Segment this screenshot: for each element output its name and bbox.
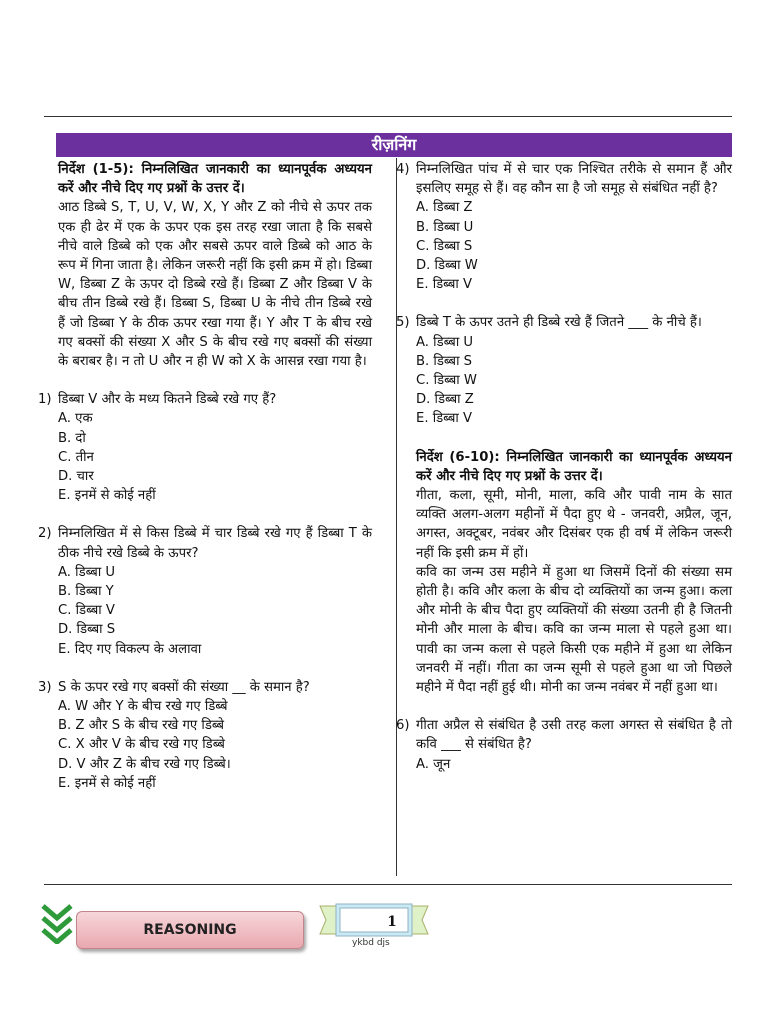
option: C. X और V के बीच रखे गए डिब्बे bbox=[58, 737, 225, 753]
question-number: 4) bbox=[396, 162, 410, 177]
option: D. चार bbox=[58, 469, 94, 485]
question-text: 5) डिब्बे T के ऊपर उतने ही डिब्बे रखे हैं जितने ___ के नीचे हैं। bbox=[416, 313, 732, 332]
option: A. डिब्बा Z bbox=[416, 200, 473, 216]
option: B. दो bbox=[58, 430, 86, 446]
option: E. इनमें से कोई नहीं bbox=[58, 775, 156, 791]
option: A. जून bbox=[416, 756, 451, 772]
option: E. डिब्बा V bbox=[416, 277, 472, 293]
options-list bbox=[416, 755, 732, 774]
option: C. तीन bbox=[58, 449, 94, 465]
question-6 bbox=[396, 716, 732, 774]
passage-6-10-part-2: कवि का जन्म उस महीने में हुआ था जिसमें दिनों की संख्या सम होती है। कवि और कला के बीच दो व्यक्तियों का जन्म हुआ। कला और मोनी के बीच पैदा हुए व्यक्तियों की संख्या उतनी ही है जितनी मोनी और माला के बीच। कवि का जन्म माला से पहले हुआ था। पावी का जन्म कला से पहले किसी एक महीने में हुआ था लेकिन जनवरी में नहीं। गीता का जन्म सूमी से पहले हुआ था जो पिछले महीने में पैदा नहीं हुई थी। मोनी का जन्म नवंबर में नहीं हुआ था। bbox=[416, 564, 732, 696]
passage-6-10: गीता, कला, सूमी, मोनी, माला, कवि और पावी नाम के सात व्यक्ति अलग-अलग महीनों में पैदा हुए थे - जनवरी, अप्रैल, जून, अगस्त, अक्टूबर, नवंबर और दिसंबर एक ही वर्ष में लेकिन जरूरी नहीं कि इसी क्रम में हों। bbox=[416, 488, 732, 561]
question-text: 4) निम्नलिखित पांच में से चार एक निश्चित तरीके से समान हैं और इसलिए समूह से हैं। वह कौन सा है जो समूह से संबंधित नहीं है? bbox=[396, 162, 732, 197]
direction-heading-1-5: निर्देश (1-5): निम्नलिखित जानकारी का ध्यानपूर्वक अध्ययन करें और नीचे दिए गए प्रश्नों के उत्तर दें। bbox=[58, 162, 372, 197]
top-rule bbox=[44, 116, 732, 117]
question-number: 1) bbox=[38, 392, 52, 408]
question-number: 3) bbox=[38, 679, 52, 695]
option: B. डिब्बा Y bbox=[58, 584, 114, 600]
question-number: 2) bbox=[38, 526, 52, 542]
option: D. डिब्बा Z bbox=[416, 392, 474, 408]
direction-heading-6-10: निर्देश (6-10): निम्नलिखित जानकारी का ध्यानपूर्वक अध्ययन करें और नीचे दिए गए प्रश्नों के उत्तर दें। bbox=[416, 449, 732, 484]
question-number: 5) bbox=[396, 315, 410, 331]
option: A. W और Y के बीच रखे गए डिब्बे bbox=[58, 699, 228, 715]
options-list bbox=[416, 333, 732, 429]
option: B. Z और S के बीच रखे गए डिब्बे bbox=[58, 718, 225, 734]
option: A. डिब्बा U bbox=[416, 334, 474, 350]
option: D. डिब्बा W bbox=[416, 258, 478, 274]
option: A. डिब्बा U bbox=[58, 564, 116, 580]
bottom-rule bbox=[44, 884, 732, 885]
left-column bbox=[38, 160, 372, 793]
question-5 bbox=[396, 313, 732, 428]
option: A. एक bbox=[58, 411, 93, 427]
question-4 bbox=[396, 160, 732, 294]
column-divider bbox=[396, 158, 397, 876]
subject-tab: REASONING bbox=[76, 911, 304, 949]
footer-note: ykbd djs bbox=[352, 938, 390, 948]
question-3 bbox=[38, 678, 372, 793]
options-list bbox=[416, 198, 732, 294]
option: E. डिब्बा V bbox=[416, 411, 472, 427]
option: B. डिब्बा S bbox=[416, 353, 473, 369]
options-list bbox=[58, 409, 372, 505]
option: B. डिब्बा U bbox=[416, 219, 474, 235]
right-column bbox=[396, 160, 732, 774]
question-text: 1) डिब्बा V और के मध्य कितने डिब्बे रखे गए हैं? bbox=[58, 390, 372, 409]
question-2 bbox=[38, 524, 372, 658]
option: C. डिब्बा V bbox=[58, 603, 115, 619]
option: D. V और Z के बीच रखे गए डिब्बे। bbox=[58, 756, 231, 772]
option: C. डिब्बा S bbox=[416, 238, 473, 254]
question-text: 6) गीता अप्रैल से संबंधित है उसी तरह कला अगस्त से संबंधित है तो कवि ___ से संबंधित है? bbox=[396, 718, 732, 753]
option: E. इनमें से कोई नहीं bbox=[58, 488, 156, 504]
option: D. डिब्बा S bbox=[58, 622, 116, 638]
options-list bbox=[58, 697, 372, 793]
question-1 bbox=[38, 390, 372, 505]
options-list bbox=[58, 563, 372, 659]
question-number: 6) bbox=[396, 718, 410, 734]
page-number: 1 bbox=[387, 914, 397, 930]
option: E. दिए गए विकल्प के अलावा bbox=[58, 641, 202, 657]
passage-1-5: आठ डिब्बे S, T, U, V, W, X, Y और Z को नीचे से ऊपर तक एक ही ढेर में एक के ऊपर एक इस तरह रखा जाता है कि सबसे नीचे वाले डिब्बे को एक और सबसे ऊपर वाले डिब्बे को आठ के रूप में गिना जाता है। लेकिन जरूरी नहीं कि इसी क्रम में हो। डिब्बा W, डिब्बा Z के ऊपर दो डिब्बे रखे हैं। डिब्बा Z और डिब्बा V के बीच तीन डिब्बे रखे हैं। डिब्बा S, डिब्बा U के नीचे तीन डिब्बे रखे हैं जो डिब्बा Y के ठीक ऊपर रखा गया हैं। Y और T के बीच रखे गए बक्सों की संख्या X और S के बीच रखे गए बक्सों की संख्या के बराबर है। न तो U और न ही W को X के आसन्न रखा गया है। bbox=[58, 200, 372, 370]
double-chevron-down-icon bbox=[40, 902, 74, 948]
question-text: 2) निम्नलिखित में से किस डिब्बे में चार डिब्बे रखे गए हैं डिब्बा T के ठीक नीचे रखे डिब्बे के ऊपर? bbox=[38, 526, 372, 561]
option: C. डिब्बा W bbox=[416, 373, 477, 389]
question-text: 3) S के ऊपर रखे गए बक्सों की संख्या __ के समान है? bbox=[58, 678, 372, 697]
section-title-bar: रीज़निंग bbox=[56, 133, 732, 157]
